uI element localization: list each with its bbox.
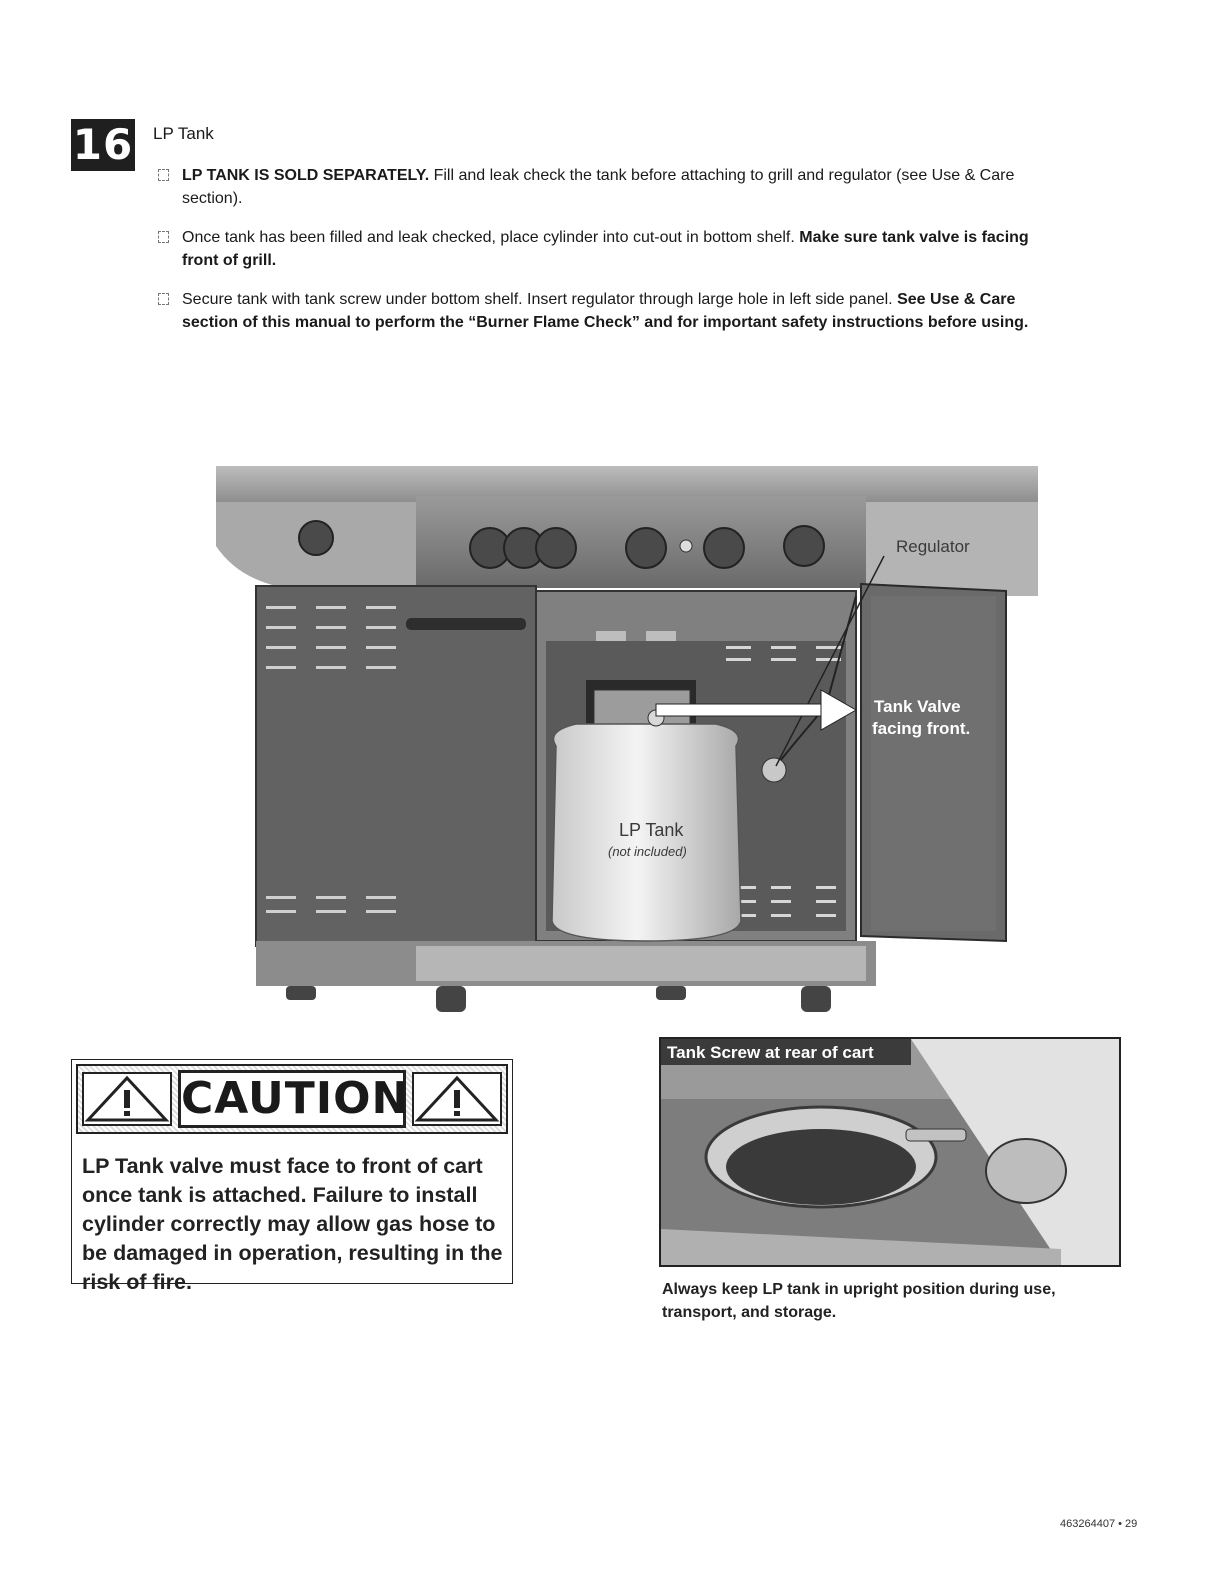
warning-triangle-icon: [412, 1072, 502, 1126]
caution-text: LP Tank valve must face to front of cart once tank is attached. Failure to install cylinder correctly may allow gas hose to be damaged in operation, resulting in the risk of fire.: [82, 1154, 503, 1294]
checkbox-icon: [158, 231, 169, 243]
tank-valve-label-line1: Tank Valve: [874, 697, 961, 716]
tank-valve-label-line2: facing front.: [872, 719, 971, 738]
instruction-text: Secure tank with tank screw under bottom shelf. Insert regulator through large hole in left side panel.: [182, 291, 898, 308]
tank-screw-photo: [659, 1037, 1121, 1267]
instruction-item: [158, 164, 1058, 210]
instruction-list: [158, 164, 1058, 350]
caution-header: [76, 1064, 508, 1134]
tank-screw-label: Tank Screw at rear of cart: [667, 1043, 874, 1062]
checkbox-icon: [158, 169, 169, 181]
instruction-text: Once tank has been filled and leak checked, place cylinder into cut-out in bottom shelf.: [182, 229, 800, 246]
instruction-item: [158, 226, 1058, 272]
instruction-bold-lead: LP TANK IS SOLD SEPARATELY.: [182, 167, 430, 184]
page-footer: 463264407 • 29: [1060, 1518, 1138, 1530]
tank-screw-caption: Always keep LP tank in upright position during use, transport, and storage.: [662, 1281, 1056, 1321]
lp-tank-note: (not included): [608, 844, 687, 859]
lp-tank-label: LP Tank: [619, 820, 684, 840]
caution-box: [71, 1059, 513, 1294]
instruction-item: [158, 288, 1058, 334]
checkbox-icon: [158, 293, 169, 305]
step-title: LP Tank: [153, 124, 214, 143]
knob-side-burner: [299, 521, 333, 555]
lp-tank: [552, 690, 741, 941]
grill-cart-illustration: [216, 466, 1038, 1034]
step-number-badge: 16: [72, 120, 134, 169]
regulator-label: Regulator: [896, 537, 970, 556]
instruction-bold-tail: See Use & Care section of this manual to perform the “Burner Flame Check” and for important safety instructions before using.: [182, 291, 1029, 331]
caution-heading: CAUTION: [178, 1070, 406, 1128]
instruction-bold-tail: Make sure tank valve is facing front of grill.: [182, 229, 1029, 269]
instruction-text: Fill and leak check the tank before attaching to grill and regulator (see Use & Care section).: [182, 167, 1015, 207]
warning-triangle-icon: [82, 1072, 172, 1126]
